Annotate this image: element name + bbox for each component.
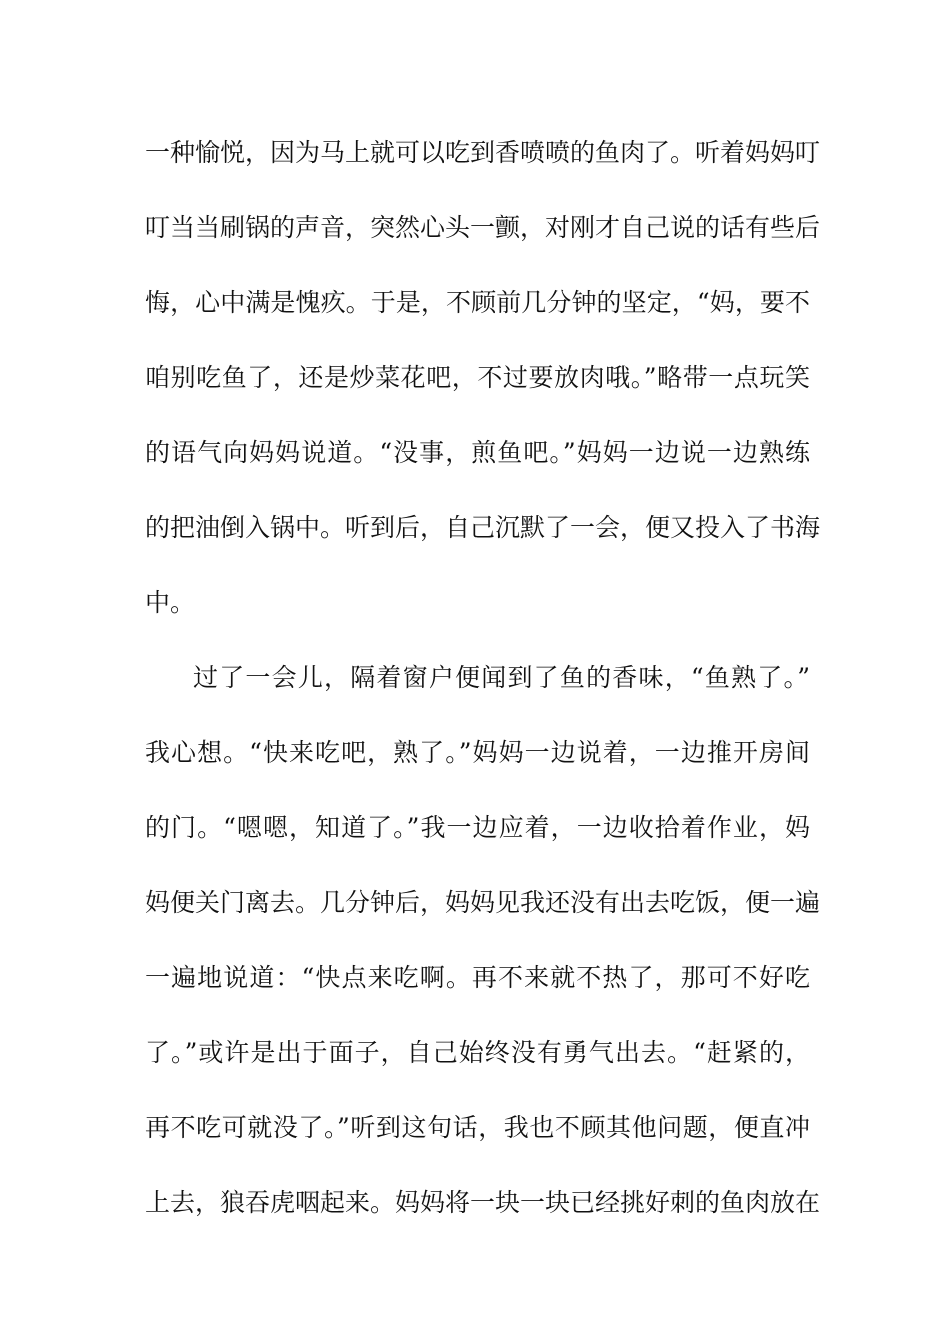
text-line: 了。”或许是出于面子，自己始终没有勇气出去。“赶紧的， [145, 1038, 810, 1067]
text-line: 一遍地说道：“快点来吃啊。再不来就不热了，那可不好吃 [145, 963, 810, 992]
text-line: 我心想。“快来吃吧，熟了。”妈妈一边说着，一边推开房间 [145, 738, 810, 767]
text-line: 过了一会儿，隔着窗户便闻到了鱼的香味，“鱼熟了。” [193, 663, 810, 692]
text-line: 妈便关门离去。几分钟后，妈妈见我还没有出去吃饭，便一遍 [145, 888, 821, 917]
text-line: 再不吃可就没了。”听到这句话，我也不顾其他问题，便直冲 [145, 1113, 810, 1142]
text-line: 的语气向妈妈说道。“没事，煎鱼吧。”妈妈一边说一边熟练 [145, 438, 810, 467]
text-line: 中。 [145, 588, 196, 617]
text-line: 上去，狼吞虎咽起来。妈妈将一块一块已经挑好刺的鱼肉放在 [145, 1188, 821, 1217]
text-line: 的把油倒入锅中。听到后，自己沉默了一会，便又投入了书海 [145, 513, 821, 542]
text-line: 叮当当刷锅的声音，突然心头一颤，对刚才自己说的话有些后 [145, 213, 821, 242]
text-line: 悔，心中满是愧疚。于是，不顾前几分钟的坚定，“妈，要不 [145, 288, 810, 317]
text-line: 一种愉悦，因为马上就可以吃到香喷喷的鱼肉了。听着妈妈叮 [145, 138, 821, 167]
text-line: 咱别吃鱼了，还是炒菜花吧，不过要放肉哦。”略带一点玩笑 [145, 363, 810, 392]
body-text [145, 128, 821, 1253]
text-line: 的门。“嗯嗯，知道了。”我一边应着，一边收拾着作业，妈 [145, 813, 810, 842]
